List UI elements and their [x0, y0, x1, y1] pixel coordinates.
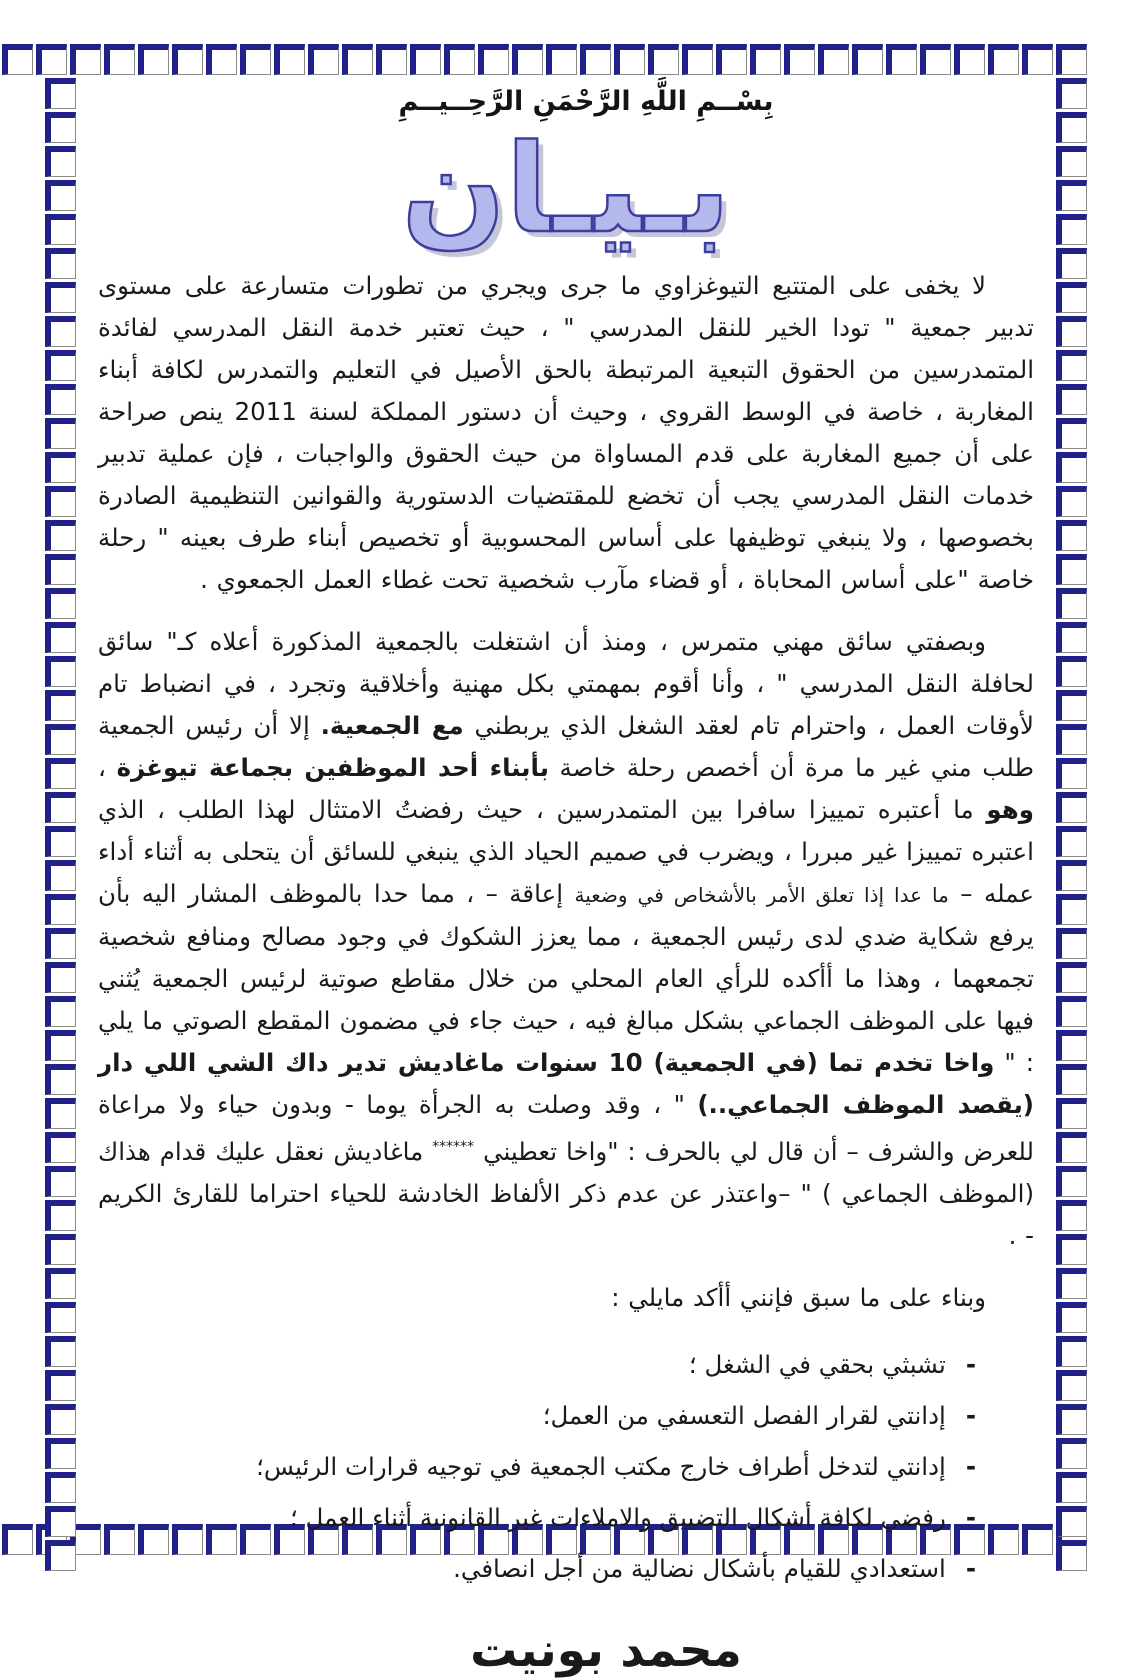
list-item	[98, 1549, 976, 1589]
list-item	[98, 1498, 976, 1538]
text-run: إلا أن رئيس الجمعية طلب مني غير ما مرة أن أخصص رحلة خاصة	[98, 711, 1034, 783]
list-item	[98, 1447, 976, 1487]
bullet-text: إدانتي لتدخل أطراف خارج مكتب الجمعية في توجيه قرارات الرئيس؛	[256, 1452, 946, 1482]
bullet-dash: -	[965, 1503, 976, 1533]
bold-phrase-audio-quote: واخا تخدم تما (في الجمعية) 10 سنوات ماغاديش تدير داك الشي اللي دار (يقصد الموظف الجماعي..)	[98, 1048, 1034, 1120]
bold-phrase-wahuwa: وهو	[986, 795, 1034, 825]
document-title: بـيـان	[401, 118, 731, 260]
list-item	[98, 1345, 976, 1385]
text-run: ماغاديش نعقل عليك قدام هذاك (الموظف الجماعي ) " –واعتذر عن عدم ذكر الألفاظ الخادشة للحياء احتراما للقارئ الكريم - .	[98, 1137, 1034, 1251]
list-item	[98, 1396, 976, 1436]
border-top-band	[45, 44, 1087, 75]
bullet-dash: -	[965, 1350, 976, 1380]
border-right-band	[1056, 78, 1087, 1521]
bullet-dash: -	[965, 1401, 976, 1431]
demands-list	[98, 1345, 1034, 1589]
text-run: ما أعتبره تمييزا سافرا بين المتمدرسين ، حيث رفضتُ الامتثال لهذا الطلب ، الذي اعتبره تمييزا غير مبررا ، ويضرب في صميم الحياد الذي ينبغي للسائق أن يتحلى به أثناء أداء عمله –	[98, 795, 1035, 909]
basmala-calligraphy: بِسْــمِ اللَّهِ الرَّحْمَنِ الرَّحِــيــمِ	[398, 86, 774, 117]
bullet-text: استعدادي للقيام بأشكال نضالية من أجل انصافي.	[453, 1554, 946, 1584]
text-run: وبصفتي سائق مهني متمرس ، ومنذ أن اشتغلت بالجمعية المذكورة أعلاه كـ" سائق لحافلة النقل المدرسي " ، وأنا أقوم بمهمتي بكل مهنية وأخلاقية وتجرد ، في انضباط تام لأوقات العمل ، واحترام تام لعقد الشغل الذي يربطني	[98, 627, 1035, 741]
small-phrase-disability: ما عدا إذا تعلق الأمر بالأشخاص في وضعية	[574, 883, 949, 908]
bullet-text: رفضي لكافة أشكال التضييق والاملاءات غير القانونية أثناء العمل ؛	[289, 1503, 946, 1533]
bullet-dash: -	[965, 1554, 976, 1584]
bullet-text: تشبثي بحقي في الشغل ؛	[688, 1350, 946, 1380]
censored-asterisks: ******	[432, 1139, 475, 1156]
paragraph-body	[98, 621, 1034, 1257]
closing-intro: وبناء على ما سبق فإنني أأكد مايلي :	[611, 1283, 986, 1313]
text-run: " ، وقد وصلت به الجرأة يوما - وبدون حياء ولا مراعاة للعرض والشرف – أن قال لي بالحرف : "واخا تعطيني	[98, 1090, 1034, 1167]
paragraph-intro: لا يخفى على المتتبع التيوغزاوي ما جرى ويجري من تطورات متسارعة على مستوى تدبير جمعية " تودا الخير للنقل المدرسي " ، حيث تعتبر خدمة النقل المدرسي لفائدة المتمدرسين من الحقوق التبعية المرتبطة بالحق الأصيل في التعليم والتمدرس لكافة أبناء المغاربة ، خاصة في الوسط القروي ، وحيث أن دستور المملكة لسنة 2011 ينص صراحة على أن جميع المغاربة على قدم المساواة من حيث الحقوق والواجبات ، فإن عملية تدبير خدمات النقل المدرسي يجب أن تخضع للمقتضيات الدستورية والقوانين التنظيمية الصادرة بخصوصها ، ولا ينبغي توظيفها على أساس المحسوبية أو تخصيص أبناء طرف بعينه " رحلة خاصة "على أساس المحاباة ، أو قضاء مآرب شخصية تحت غطاء العمل الجمعوي .	[98, 271, 1034, 595]
bold-phrase-employee-children: بأبناء أحد الموظفين بجماعة تيوغزة	[116, 753, 549, 783]
bullet-dash: -	[965, 1452, 976, 1482]
text-run: إعاقة – ، مما حدا بالموظف المشار اليه بأن يرفع شكاية ضدي لدى رئيس الجمعية ، مما يعزز الشكوك في وجود مصالح ومنافع شخصية تجمعهما ، وهذا ما أأكده للرأي العام المحلي من خلال مقاطع صوتية لرئيس الجمعية يُثني فيها على الموظف الجماعي بشكل مبالغ فيه ، حيث جاء في مضمون المقطع الصوتي ما يلي : "	[98, 879, 1034, 1078]
signature: محمد بونيت	[470, 1623, 742, 1678]
bullet-text: إدانتي لقرار الفصل التعسفي من العمل؛	[542, 1401, 946, 1431]
document-content	[98, 82, 1034, 1678]
text-run: ،	[98, 753, 117, 783]
border-left-band	[45, 78, 76, 1521]
bold-phrase-association: مع الجمعية.	[320, 711, 464, 741]
